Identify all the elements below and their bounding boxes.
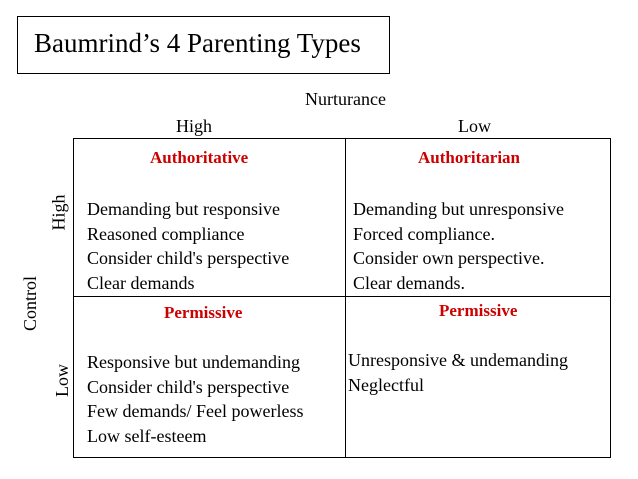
list-item: Demanding but responsive — [87, 199, 280, 219]
control-high-label: High — [48, 194, 69, 231]
list-item: Unresponsive & undemanding — [348, 350, 568, 370]
list-item: Clear demands. — [353, 272, 465, 293]
control-low-label: Low — [52, 364, 72, 397]
nurturance-axis-title: Nurturance — [305, 89, 386, 109]
list-item: Consider child's perspective — [87, 376, 290, 397]
list-item: Low self-esteem — [87, 425, 207, 446]
grid-horizontal-divider — [73, 296, 611, 297]
permissive-indulgent-heading: Permissive — [164, 303, 243, 322]
list-item: Responsive but undemanding — [87, 352, 300, 372]
permissive-neglectful-list — [348, 348, 568, 397]
list-item: Forced compliance. — [353, 223, 495, 244]
title-box — [17, 16, 390, 74]
authoritative-list — [87, 197, 289, 295]
list-item: Demanding but unresponsive — [353, 199, 564, 219]
list-item: Consider own perspective. — [353, 248, 545, 268]
list-item: Neglectful — [348, 374, 424, 395]
permissive-indulgent-list — [87, 350, 303, 448]
nurturance-high-label: High — [176, 116, 212, 136]
authoritative-heading: Authoritative — [150, 148, 249, 167]
grid-vertical-divider — [345, 138, 346, 458]
nurturance-low-label: Low — [458, 116, 491, 136]
control-axis-title: Control — [20, 275, 41, 332]
slide-title: Baumrind’s 4 Parenting Types — [34, 28, 361, 58]
authoritarian-heading: Authoritarian — [418, 148, 520, 167]
list-item: Reasoned compliance — [87, 223, 245, 244]
authoritarian-list — [353, 197, 564, 295]
list-item: Consider child's perspective — [87, 248, 290, 268]
permissive-neglectful-heading: Permissive — [439, 301, 518, 320]
list-item: Few demands/ Feel powerless — [87, 401, 304, 421]
list-item: Clear demands — [87, 272, 195, 293]
